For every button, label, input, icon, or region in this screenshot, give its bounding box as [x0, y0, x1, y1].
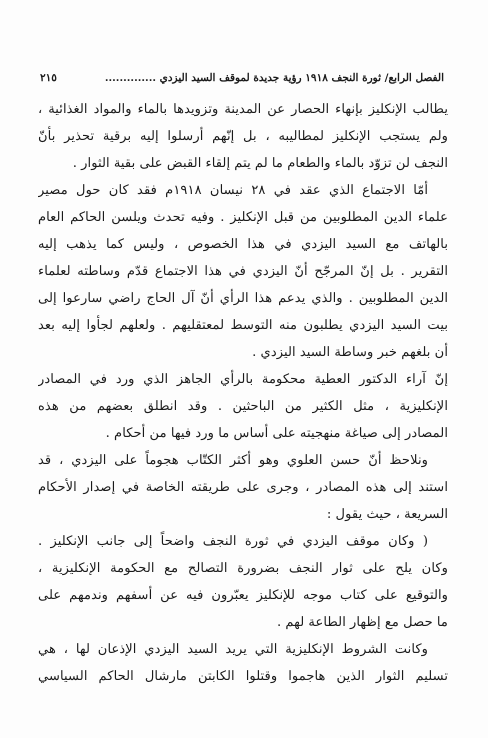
text-line: المصادر إلى صياغة منهجيته على أساس ما ورد فيها من أحكام .: [105, 426, 448, 441]
text-line: استند إلى هذه المصادر ، وجرى على طريقته الخاصة في إصدار الأحكام: [38, 480, 448, 495]
text-line: يطالب الإنكليز بإنهاء الحصار عن المدينة وتزويدها بالماء والمواد الغذائية ،: [38, 102, 448, 117]
body-text: [38, 96, 448, 690]
quote-line: ( وكان موقف اليزدي في ثورة النجف واضحاً إلى جانب الإنكليز .: [38, 534, 428, 549]
text-line: الإنكليزية ، مثل الكثير من الباحثين . وقد انطلق بعضهم من هذه: [38, 399, 448, 414]
text-line: علماء الدين المطلوبين من قبل الإنكليز . وفيه تحدث ويلسن الحاكم العام: [38, 210, 448, 225]
text-line: بالهاتف مع السيد اليزدي في هذا الخصوص ، وليس كما يذهب إليه: [38, 237, 448, 252]
quote-line: وكان يلح على ثوار النجف بضرورة التصالح مع الحكومة الإنكليزية ،: [38, 561, 448, 576]
quote-line: ما حصل مع إظهار الطاعة لهم .: [276, 615, 448, 630]
text-line: ونلاحظ أنّ حسن العلوي وهو أكثر الكتّاب هجوماً على اليزدي ، قد: [38, 453, 428, 468]
text-line: أن بلغهم خبر وساطة السيد اليزدي .: [252, 345, 448, 360]
quote-line: وكانت الشروط الإنكليزية التي يريد السيد اليزدي الإذعان لها ، هي: [38, 642, 428, 657]
text-line: السريعة ، حيث يقول :: [326, 507, 448, 522]
running-title: الفصل الرابع/ ثورة النجف ١٩١٨ رؤية جديدة لموقف السيد اليزدي ..............: [104, 72, 444, 84]
page-number: ٢١٥: [40, 72, 57, 84]
text-line: الدين المطلوبين . والذي يدعم هذا الرأي أنّ آل الحاج راضي سارعوا إلى: [38, 291, 448, 306]
text-line: ولم يستجب الإنكليز لمطاليبه ، بل إنّهم أرسلوا إليه برقية تحذير بأنّ: [38, 129, 448, 144]
text-line: بيت السيد اليزدي يطلبون منه التوسط لمعتقليهم . ولعلهم لجأوا إليه بعد: [38, 318, 448, 333]
text-line: التقرير . بل إنّ المرجّح أنّ اليزدي في هذا الاجتماع قدّم وساطته لعلماء: [38, 264, 448, 279]
text-line: إنّ آراء الدكتور العطية محكومة بالرأي الجاهز الذي ورد في المصادر: [38, 372, 448, 387]
text-line: النجف لن تزوّد بالماء والطعام ما لم يتم إلقاء القبض على بقية الثوار .: [72, 156, 448, 171]
running-header: [40, 70, 444, 86]
quote-line: والتوقيع على كتاب موجه للإنكليز يعبّرون فيه عن أسفهم وندمهم على: [38, 588, 448, 603]
quote-line: تسليم الثوار الذين هاجموا وقتلوا الكابتن مارشال الحاكم السياسي: [38, 669, 448, 684]
text-line: أمّا الاجتماع الذي عقد في ٢٨ نيسان ١٩١٨م فقد كان حول مصير: [38, 183, 428, 198]
